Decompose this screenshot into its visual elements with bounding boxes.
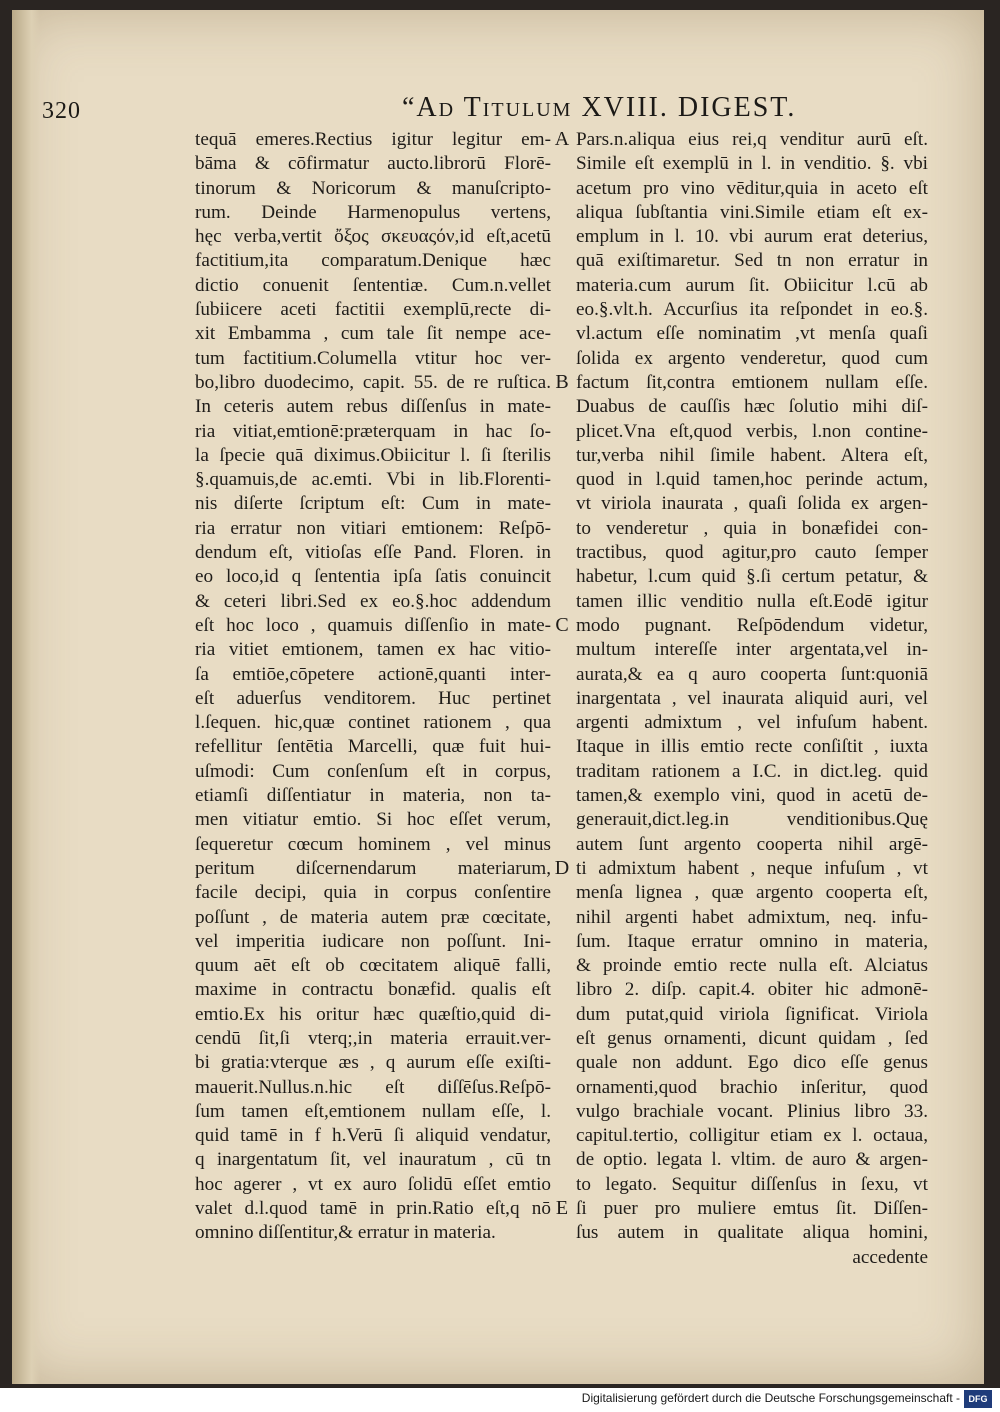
- text-line: Simile eſt exemplū in l. in venditio. §. vbi: [576, 153, 928, 175]
- text-line: libro 2. diſp. capit.4. obiter hic admonē-: [576, 979, 928, 1001]
- text-line: In ceteris autem rebus diſſenſus in mate-: [195, 396, 551, 418]
- running-title: “Ad Titulum XVIII. DIGEST.: [402, 92, 797, 123]
- digitization-footer: [0, 1388, 1000, 1412]
- text-line: vel imperitia iudicare non poſſunt. Ini-: [195, 930, 551, 952]
- text-line: hęc verba,vertit ὄξος σκευαςόν,id eſt,acetū: [195, 226, 551, 248]
- text-line: vl.actum eſſe nominatim ,vt menſa quaſi: [576, 323, 928, 345]
- text-line: & ceteri libri.Sed ex eo.§.hoc addendum: [195, 590, 551, 612]
- text-line: ſus autem in qualitate aliqua homini,: [576, 1222, 928, 1244]
- text-line: bo,libro duodecimo, capit. 55. de re ruſtica.: [195, 371, 551, 393]
- text-line: ſubiicere aceti factitii exemplū,recte di-: [195, 299, 551, 321]
- text-line: vulgo brachiale vocant. Plinius libro 33.: [576, 1100, 928, 1122]
- text-line: menſa lignea , quæ argento cooperta eſt,: [576, 882, 928, 904]
- text-line: quum aēt eſt ob cœcitatem aliquē falli,: [195, 955, 551, 977]
- text-line: eſt genus ornamenti, dicunt quidam , ſed: [576, 1027, 928, 1049]
- text-line: to legato. Sequitur diſſenſus in ſexu, vt: [576, 1173, 928, 1195]
- text-line: traditam rationem a I.C. in dict.leg. quid: [576, 760, 928, 782]
- text-line: maxime in contractu bonæfid. qualis eſt: [195, 979, 551, 1001]
- text-line: habetur, l.cum quid §.ſi certum petatur, &: [576, 566, 928, 588]
- text-line: omnino diſſentitur,& erratur in materia.: [195, 1222, 496, 1244]
- text-line: l.ſequen. hic,quæ continet rationem , qua: [195, 712, 551, 734]
- text-line: Pars.n.aliqua eius rei,q venditur aurū eſt.: [576, 129, 928, 150]
- text-line: tractibus, quod agitur,pro cauto ſemper: [576, 542, 928, 564]
- text-line: ria vitiet emtionem, tamen ex hac vitio-: [195, 639, 551, 661]
- text-line: aliqua ſubſtantia vini.Simile etiam eſt ex-: [576, 201, 928, 223]
- text-line: peritum diſcernendarum materiarum,: [195, 857, 551, 879]
- text-line: quod in l.quid tamen,hoc perinde actum,: [576, 469, 928, 491]
- text-line: accedente: [852, 1246, 928, 1268]
- text-line: ria erratur non vitiari emtionem: Reſpō-: [195, 517, 551, 539]
- book-page: [12, 10, 984, 1384]
- margin-marker-a: A: [554, 128, 570, 150]
- text-line: tamen illic venditio nulla eſt.Eodē igitur: [576, 590, 928, 612]
- text-line: nis diſerte ſcriptum eſt: Cum in mate-: [195, 493, 551, 515]
- text-line: eo loco,id q ſententia ipſa ſatis conuincit: [195, 566, 551, 588]
- text-line: xit Embamma , cum tale ſit nempe ace-: [195, 323, 551, 345]
- text-line: multum intereſſe inter argentata,vel in-: [576, 639, 928, 661]
- text-line: bi gratia:vterque æs , q aurum eſſe exiſti-: [195, 1052, 551, 1074]
- text-line: Duabus de cauſſis hæc ſolutio mihi diſ-: [576, 396, 928, 418]
- page-gutter-shadow: [12, 10, 40, 1384]
- text-line: poſſunt , de materia autem præ cœcitate,: [195, 906, 551, 928]
- page-number: 320: [42, 98, 81, 124]
- text-line: to venderetur , quia in bonæfidei con-: [576, 517, 928, 539]
- margin-marker-e: E: [555, 1197, 569, 1219]
- text-line: de optio. legata l. vltim. de auro & argen-: [576, 1149, 928, 1171]
- text-line: inargentata , vel inaurata aliquid auri, vel: [576, 687, 928, 709]
- text-line: autem ſunt argento cooperta nihil argē-: [576, 833, 928, 855]
- text-line: ſi puer pro muliere emtus ſit. Diſſen-: [576, 1198, 928, 1220]
- text-line: materia.cum aurum ſit. Obiicitur l.cū ab: [576, 274, 928, 296]
- text-line: vt viriola inaurata , quaſi ſolida ex argen-: [576, 493, 928, 515]
- text-line: bāma & cōfirmatur aucto.librorū Florē-: [195, 153, 551, 175]
- text-line: eo.§.vlt.h. Accurſius ita reſpondet in eo.§.: [576, 299, 928, 321]
- text-line: la ſpecie quā diximus.Obiicitur l. ſi ſterilis: [195, 444, 551, 466]
- text-line: emtio.Ex his oritur hæc quæſtio,quid di-: [195, 1003, 551, 1025]
- text-line: modo pugnant. Reſpōdendum videtur,: [576, 614, 928, 636]
- text-line: nihil argenti habet admixtum, neq. infu-: [576, 906, 928, 928]
- margin-marker-d: D: [554, 857, 570, 879]
- text-line: q inargentatum ſit, vel inauratum , cū tn: [195, 1149, 551, 1171]
- text-line: quale non addunt. Ego dico eſſe genus: [576, 1052, 928, 1074]
- text-line: hoc agerer , vt ex auro ſolidū eſſet emtio: [195, 1173, 551, 1195]
- text-line: dictio conuenit ſententiæ. Cum.n.vellet: [195, 274, 551, 296]
- text-line: emplum in l. 10. vbi aurum erat deterius,: [576, 226, 928, 248]
- text-line: tinorum & Noricorum & manuſcripto-: [195, 177, 551, 199]
- text-line: acetum pro vino vēditur,quia in aceto eſt: [576, 177, 928, 199]
- text-line: uſmodi: Cum conſenſum eſt in corpus,: [195, 760, 551, 782]
- text-line: etiamſi diſſentiatur in materia, non ta-: [195, 785, 551, 807]
- text-line: plicet.Vna eſt,quod verbis, l.non contine-: [576, 420, 928, 442]
- funding-notice: Digitalisierung gefördert durch die Deutsche Forschungsgemeinschaft -: [581, 1391, 960, 1405]
- text-line: quid tamē in f h.Verū ſi aliquid vendatur,: [195, 1125, 551, 1147]
- text-line: valet d.l.quod tamē in prin.Ratio eſt,q nō: [195, 1198, 551, 1220]
- text-line: rum. Deinde Harmenopulus vertens,: [195, 201, 551, 223]
- text-line: §.quamuis,de ac.emti. Vbi in lib.Florenti-: [195, 469, 551, 491]
- text-line: ti admixtum habent , neque infuſum , vt: [576, 857, 928, 879]
- text-line: dendum eſt, vitioſas eſſe Pand. Floren. in: [195, 542, 551, 564]
- dfg-logo: DFG: [964, 1390, 992, 1408]
- text-line: ria vitiat,emtionē:præterquam in hac ſo-: [195, 420, 551, 442]
- text-line: ornamenti,quod brachio inſeritur, quod: [576, 1076, 928, 1098]
- text-line: ſum tamen eſt,emtionem nullam eſſe, l.: [195, 1100, 551, 1122]
- text-line: mauerit.Nullus.n.hic eſt diſſēſus.Reſpō-: [195, 1076, 551, 1098]
- text-line: tamen,& exemplo vini, quod in acetū de-: [576, 785, 928, 807]
- text-line: ſa emtiōe,cōpetere actionē,quanti inter-: [195, 663, 551, 685]
- text-line: factitium,ita comparatum.Denique hæc: [195, 250, 551, 272]
- margin-marker-b: B: [555, 371, 569, 393]
- text-line: ſequeretur cœcum hominem , vel minus: [195, 833, 551, 855]
- right-text-column: [576, 128, 928, 1270]
- text-line: men vitiatur emtio. Si hoc eſſet verum,: [195, 809, 551, 831]
- text-line: tequā emeres.Rectius igitur legitur em-: [195, 129, 551, 150]
- text-line: ſum. Itaque erratur omnino in materia,: [576, 930, 928, 952]
- left-text-column: [195, 128, 551, 1246]
- text-line: argenti admixtum , vel infuſum habent.: [576, 712, 928, 734]
- text-line: tur,verba nihil ſimile habent. Altera eſt,: [576, 444, 928, 466]
- margin-marker-c: C: [555, 614, 569, 636]
- text-line: quā exiſtimaretur. Sed tn non erratur in: [576, 250, 928, 272]
- text-line: refellitur ſentētia Marcelli, quæ fuit hui-: [195, 736, 551, 758]
- text-line: eſt aduerſus venditorem. Huc pertinet: [195, 687, 551, 709]
- text-line: capitul.tertio, colligitur etiam ex l. octaua,: [576, 1125, 928, 1147]
- page-header: [42, 92, 964, 128]
- text-line: ſolida ex argento venderetur, quod cum: [576, 347, 928, 369]
- text-line: Itaque in illis emtio recte conſiſtit , iuxta: [576, 736, 928, 758]
- text-line: generauit,dict.leg.in venditionibus.Quę: [576, 809, 928, 831]
- text-line: dum putat,quid viriola ſignificat. Viriola: [576, 1003, 928, 1025]
- text-line: eſt hoc loco , quamuis diſſenſio in mate-: [195, 614, 551, 636]
- text-line: tum factitium.Columella vtitur hoc ver-: [195, 347, 551, 369]
- text-line: facile decipi, quia in corpus conſentire: [195, 882, 551, 904]
- text-line: factum ſit,contra emtionem nullam eſſe.: [576, 371, 928, 393]
- text-line: cendū ſit,ſi vterq;,in materia errauit.ver-: [195, 1027, 551, 1049]
- text-line: aurata,& ea q auro cooperta ſunt:quoniā: [576, 663, 928, 685]
- text-line: & proinde emtio recte nulla eſt. Alciatus: [576, 955, 928, 977]
